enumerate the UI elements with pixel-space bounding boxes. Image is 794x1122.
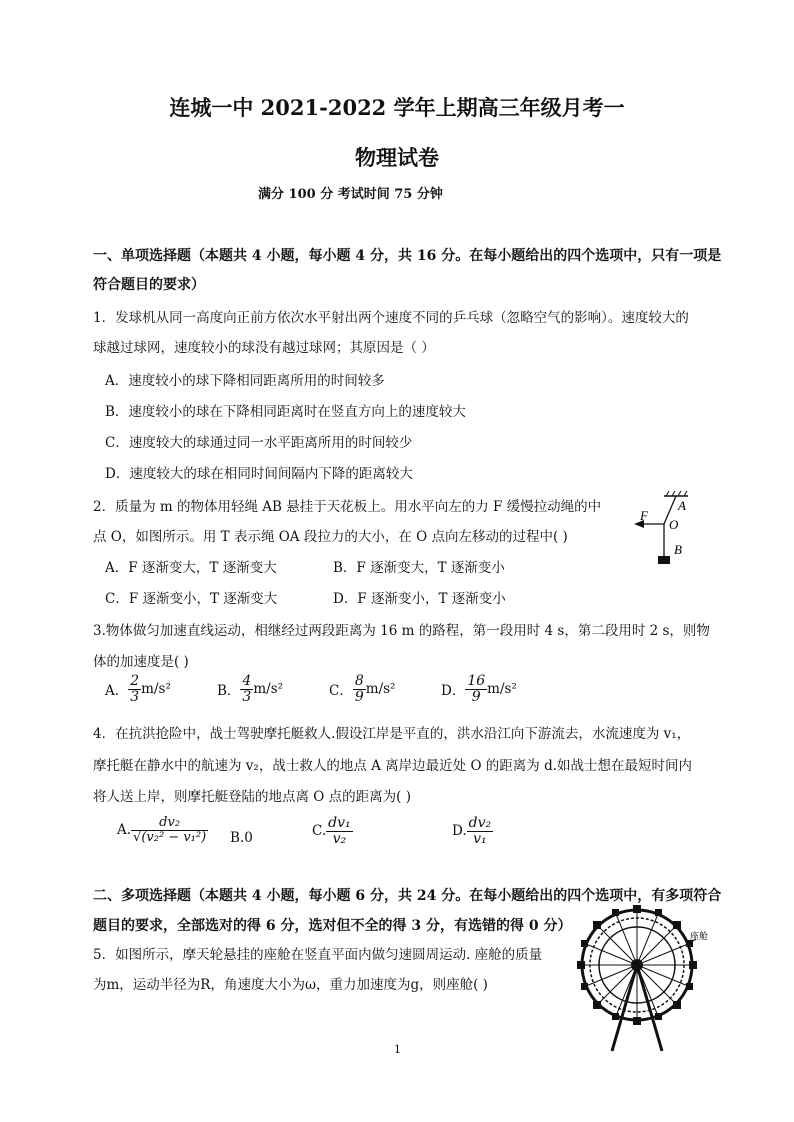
q1-stem-cont: 球越过球网，速度较小的球没有越过球网；其原因是（ ） — [93, 340, 435, 356]
q4-stem: 4．在抗洪抢险中，战士驾驶摩托艇救人.假设江岸是平直的，洪水沿江向下游流去，水流速度为 v₁， — [93, 726, 691, 742]
q3-stem-cont: 体的加速度是( ) — [93, 654, 189, 670]
q4-option-d: D. $\frac{\text{dv₂}}{\text{v₁}}$ — [452, 815, 492, 847]
q4-stem-cont: 摩托艇在静水中的航速为 v₂，战士救人的地点 A 离岸边最近处 O 的距离为 d.如战士想在最短时间内 — [93, 758, 693, 774]
section2-heading: 二、多项选择题（本题共 4 小题，每小题 6 分，共 24 分。在每小题给出的四个选项中，有多项符合 — [93, 888, 722, 904]
q3-option-d: D． $\frac{16}{9}$ m/s² — [441, 673, 517, 705]
section1-heading: 一、单项选择题（本题共 4 小题，每小题 4 分，共 16 分。在每小题给出的四个选项中，只有一项是 — [93, 248, 722, 264]
hanging-mass — [658, 556, 670, 564]
q2-option-d: D．F 逐渐变小，T 逐渐变小 — [333, 591, 506, 607]
q5-stem-cont: 为m，运动半径为R，角速度大小为ω，重力加速度为g，则座舱( ) — [93, 977, 488, 993]
q2-option-c: C．F 逐渐变小，T 逐渐变大 — [105, 591, 278, 607]
q4-option-c: C. $\frac{\text{dv₁}}{\text{v₂}}$ — [312, 815, 351, 847]
section2-heading-cont: 题目的要求，全部选对的得 6 分，选对但不全的得 3 分，有选错的得 0 分） — [93, 918, 572, 934]
q3-option-b: B． $\frac{4}{3}$ m/s² — [217, 673, 284, 705]
q1-option-d: D．速度较大的球在相同时间间隔内下降的距离较大 — [105, 466, 413, 482]
q3-stem: 3.物体做匀加速直线运动，相继经过两段距离为 16 m 的路程，第一段用时 4 s，第二段用时 2 s，则物 — [93, 623, 710, 639]
cabin-label: 座舱 — [690, 932, 709, 942]
page-number: 1 — [394, 1043, 401, 1056]
label-o: O — [669, 517, 679, 532]
q1-option-b: B．速度较小的球在下降相同距离时在竖直方向上的速度较大 — [105, 404, 466, 420]
section1-heading-cont: 符合题目的要求） — [93, 277, 205, 293]
page-title: 连城一中 2021-2022 学年上期高三年级月考一 — [169, 95, 625, 120]
label-a: A — [678, 498, 686, 513]
label-f: F — [640, 508, 648, 523]
q1-option-a: A．速度较小的球下降相同距离所用的时间较多 — [105, 373, 385, 389]
q2-option-b: B．F 逐渐变大，T 逐渐变小 — [333, 560, 505, 576]
q4-option-b: B.0 — [230, 830, 253, 846]
q2-rope-figure — [628, 490, 698, 570]
q2-stem-cont: 点 O，如图所示。用 T 表示绳 OA 段拉力的大小，在 O 点向左移动的过程中( ) — [93, 529, 568, 545]
q1-stem: 1．发球机从同一高度向正前方依次水平射出两个速度不同的乒乓球（忽略空气的影响）。速度较大的 — [93, 310, 689, 326]
q3-option-a: A． $\frac{2}{3}$ m/s² — [105, 673, 171, 705]
q2-option-a: A．F 逐渐变大，T 逐渐变大 — [105, 560, 277, 576]
page-subtitle: 物理试卷 — [355, 145, 439, 170]
q3-option-c: C． $\frac{8}{9}$ m/s² — [329, 673, 396, 705]
q4-stem-cont2: 将人送上岸，则摩托艇登陆的地点离 O 点的距离为( ) — [93, 789, 411, 805]
ferris-wheel-figure — [572, 905, 712, 1055]
q4-option-a: A. $\frac{\text{dv₂}}{\text{√(v₂² − v₁²)}}$ — [117, 815, 207, 845]
q5-stem: 5．如图所示，摩天轮悬挂的座舱在竖直平面内做匀速圆周运动. 座舱的质量 — [93, 947, 543, 963]
ceiling-mount — [664, 491, 688, 496]
label-b: B — [674, 542, 682, 557]
exam-info: 满分 100 分 考试时间 75 分钟 — [258, 187, 443, 202]
q2-stem: 2．质量为 m 的物体用轻绳 AB 悬挂于天花板上。用水平向左的力 F 缓慢拉动绳的中 — [93, 499, 602, 515]
q1-option-c: C．速度较大的球通过同一水平距离所用的时间较少 — [105, 435, 413, 451]
